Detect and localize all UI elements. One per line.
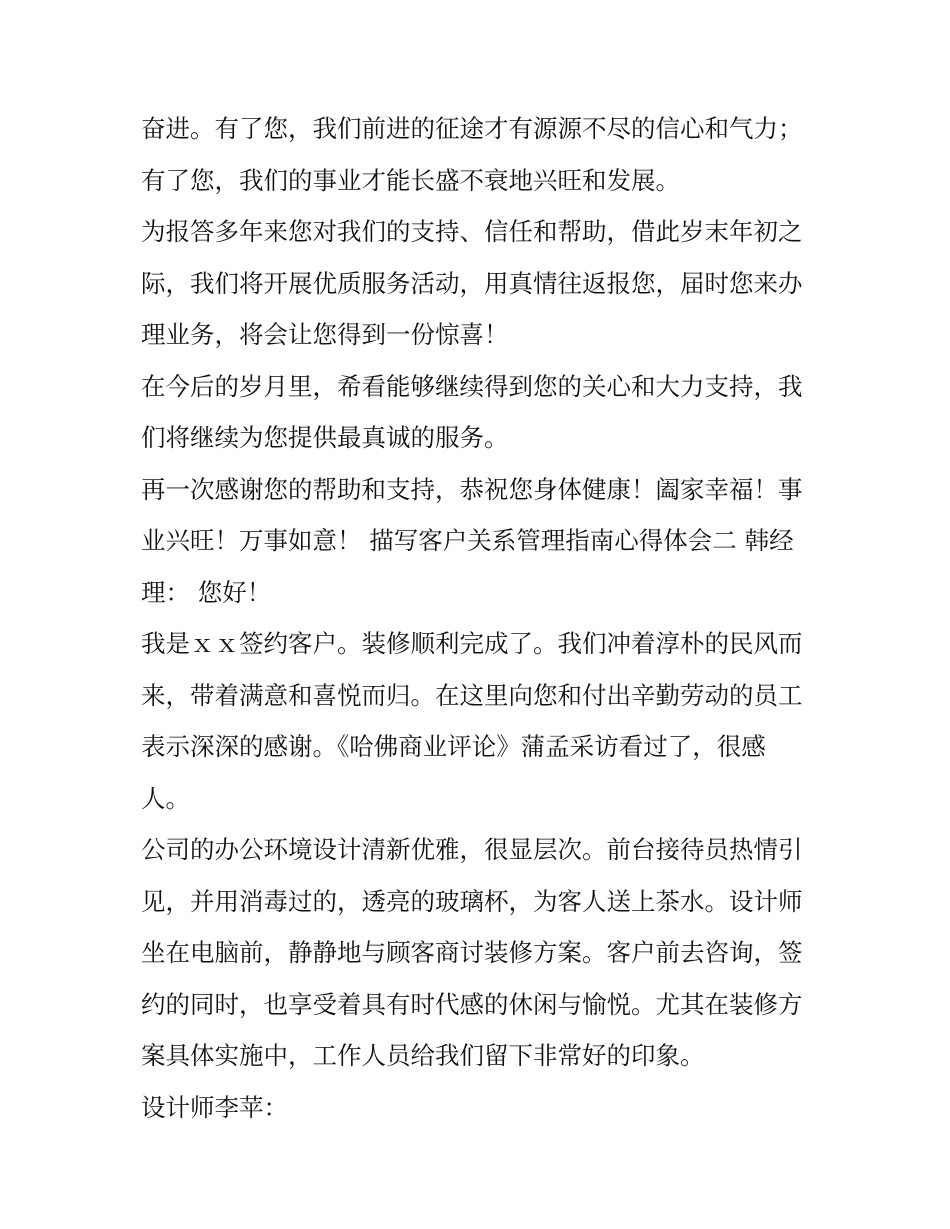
text-line: 理： 您好！ <box>141 577 272 607</box>
text-line: 表示深深的感谢。《哈佛商业评论》蒲孟采访看过了，很感 <box>141 732 766 761</box>
text-line: 再一次感谢您的帮助和支持，恭祝您身体健康！阖家幸福！事 <box>141 474 803 504</box>
text-line: 有了您，我们的事业才能长盛不衰地兴旺和发展。 <box>141 165 680 195</box>
text-line: 奋进。有了您，我们前进的征途才有源源不尽的信心和气力； <box>141 114 803 143</box>
text-line: 际，我们将开展优质服务活动，用真情往返报您，届时您来办 <box>141 268 803 298</box>
text-line: 业兴旺！万事如意！ 描写客户关系管理指南心得体会二 韩经 <box>141 526 794 555</box>
text-line: 人。 <box>141 783 190 813</box>
text-line: 约的同时，也享受着具有时代感的休闲与愉悦。尤其在装修方 <box>141 989 803 1019</box>
text-line: 我是ｘｘ签约客户。装修顺利完成了。我们冲着淳朴的民风而 <box>141 629 803 658</box>
text-line: 为报答多年来您对我们的支持、信任和帮助，借此岁末年初之 <box>141 217 803 246</box>
text-line: 们将继续为您提供最真诚的服务。 <box>141 423 509 452</box>
text-line: 理业务，将会让您得到一份惊喜！ <box>141 320 509 349</box>
text-line: 设计师李苹： <box>141 1092 288 1122</box>
text-line: 案具体实施中，工作人员给我们留下非常好的印象。 <box>141 1041 705 1070</box>
text-line: 坐在电脑前，静静地与顾客商讨装修方案。客户前去咨询，签 <box>141 938 803 967</box>
document-body <box>141 103 813 1133</box>
text-line: 公司的办公环境设计清新优雅，很显层次。前台接待员热情引 <box>141 835 803 864</box>
text-line: 在今后的岁月里，希看能够继续得到您的关心和大力支持，我 <box>141 371 803 401</box>
text-line: 来，带着满意和喜悦而归。在这里向您和付出辛勤劳动的员工 <box>141 680 803 710</box>
text-line: 见，并用消毒过的，透亮的玻璃杯，为客人送上茶水。设计师 <box>141 886 803 916</box>
